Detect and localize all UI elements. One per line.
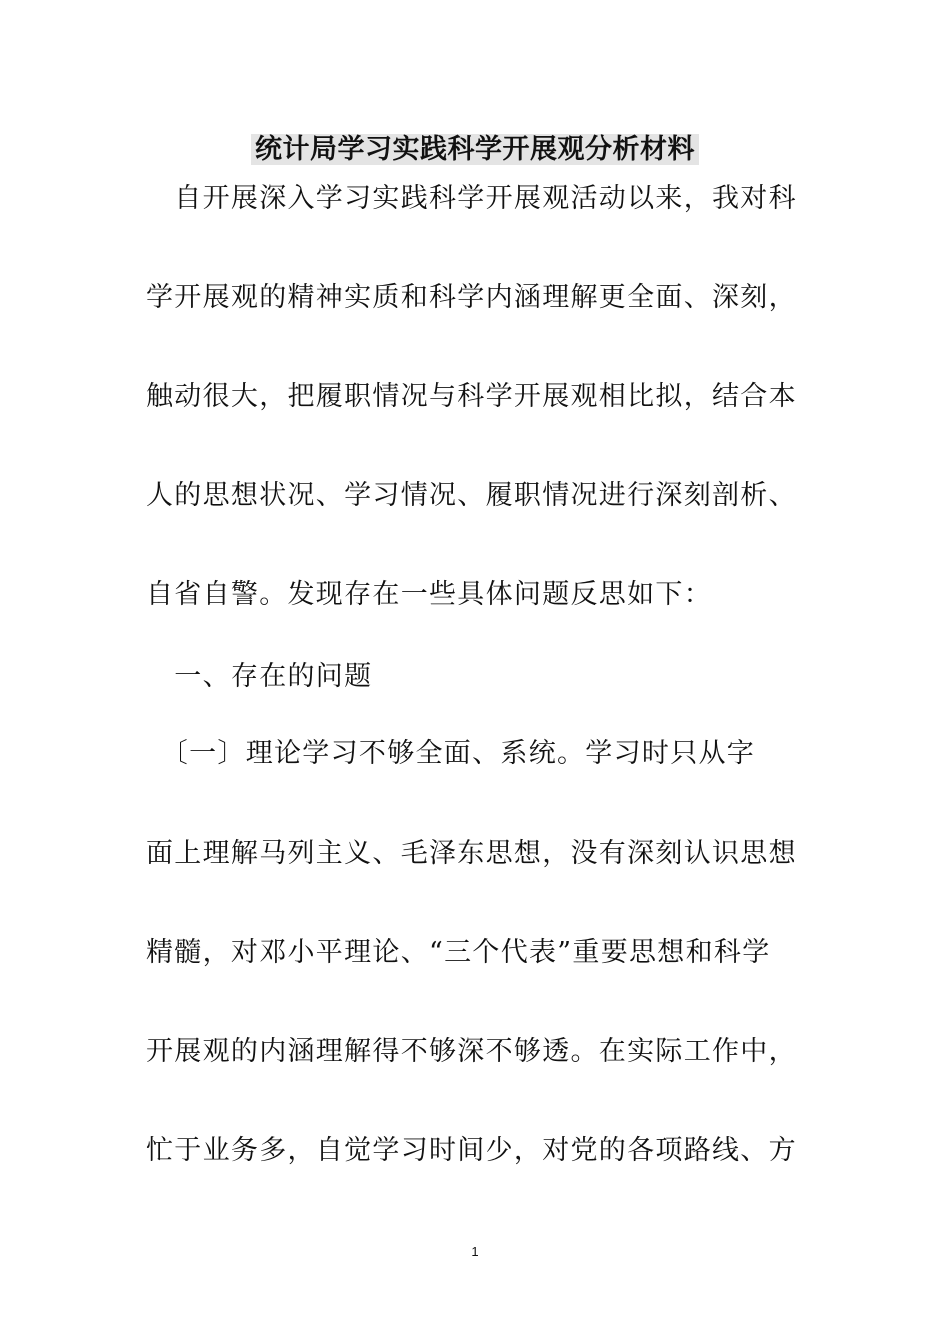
body-line-1: 自开展深入学习实践科学开展观活动以来，我对科 [146, 183, 797, 214]
body-line-7: 〔一〕理论学习不够全面、系统。学习时只从字 [146, 738, 756, 769]
body-line-2: 学开展观的精神实质和科学内涵理解更全面、深刻， [146, 282, 797, 313]
page-number: 1 [471, 1244, 479, 1259]
body-line-3: 触动很大，把履职情况与科学开展观相比拟，结合本 [146, 381, 797, 412]
body-line-9: 精髓，对邓小平理论、“三个代表”重要思想和科学 [146, 937, 771, 968]
body-line-5: 自省自警。发现存在一些具体问题反思如下： [146, 579, 712, 610]
body-line-11: 忙于业务多，自觉学习时间少，对党的各项路线、方 [146, 1135, 797, 1166]
body-line-8: 面上理解马列主义、毛泽东思想，没有深刻认识思想 [146, 838, 797, 869]
body-line-4: 人的思想状况、学习情况、履职情况进行深刻剖析、 [146, 480, 797, 511]
document-title [0, 128, 950, 172]
section-heading: 一、存在的问题 [146, 661, 373, 692]
document-title-text: 统计局学习实践科学开展观分析材料 [251, 134, 699, 165]
body-line-10: 开展观的内涵理解得不够深不够透。在实际工作中， [146, 1036, 797, 1067]
